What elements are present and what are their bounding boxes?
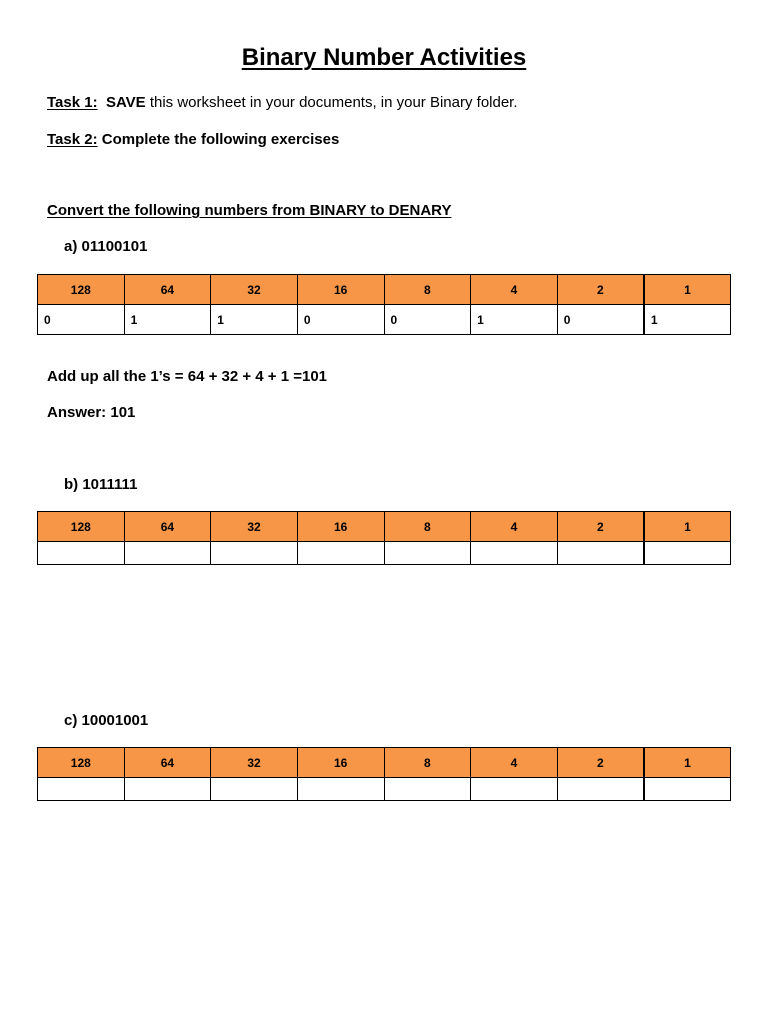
bit-cell: 1 bbox=[211, 305, 298, 335]
place-value-cell: 128 bbox=[38, 275, 125, 305]
place-value-cell: 1 bbox=[644, 748, 731, 778]
place-value-cell: 128 bbox=[38, 748, 125, 778]
bit-cell: 0 bbox=[38, 305, 125, 335]
place-value-cell: 64 bbox=[124, 275, 211, 305]
bit-cell[interactable] bbox=[471, 542, 558, 565]
place-value-cell: 32 bbox=[211, 512, 298, 542]
task2-text: Complete the following exercises bbox=[101, 131, 340, 148]
bit-cell[interactable] bbox=[124, 778, 211, 801]
bit-cell: 1 bbox=[471, 305, 558, 335]
place-value-cell: 16 bbox=[297, 512, 384, 542]
place-value-cell: 8 bbox=[384, 748, 471, 778]
place-value-cell: 2 bbox=[557, 275, 644, 305]
task1-line bbox=[47, 94, 518, 111]
bit-cell: 1 bbox=[124, 305, 211, 335]
exercise-c-label: c) 10001001 bbox=[64, 712, 149, 729]
place-value-cell: 8 bbox=[384, 512, 471, 542]
task2-line bbox=[47, 131, 339, 148]
bit-cell[interactable] bbox=[38, 778, 125, 801]
exercise-a-table bbox=[37, 274, 731, 335]
bit-cell[interactable] bbox=[557, 542, 644, 565]
place-value-cell: 4 bbox=[471, 275, 558, 305]
bit-cell: 1 bbox=[644, 305, 731, 335]
task1-bold-word: SAVE bbox=[105, 94, 146, 111]
task1-label: Task 1: bbox=[47, 94, 98, 111]
place-value-cell: 16 bbox=[297, 748, 384, 778]
bit-cell[interactable] bbox=[471, 778, 558, 801]
bit-cell[interactable] bbox=[557, 778, 644, 801]
place-value-cell: 64 bbox=[124, 512, 211, 542]
exercise-a-sum: Add up all the 1’s = 64 + 32 + 4 + 1 =101 bbox=[47, 368, 328, 385]
place-value-row bbox=[38, 512, 731, 542]
bit-row bbox=[38, 542, 731, 565]
bit-cell[interactable] bbox=[38, 542, 125, 565]
bit-row bbox=[38, 305, 731, 335]
place-value-cell: 32 bbox=[211, 275, 298, 305]
bit-cell[interactable] bbox=[124, 542, 211, 565]
place-value-cell: 128 bbox=[38, 512, 125, 542]
bit-cell[interactable] bbox=[211, 542, 298, 565]
bit-cell[interactable] bbox=[297, 542, 384, 565]
bit-cell: 0 bbox=[297, 305, 384, 335]
bit-cell[interactable] bbox=[211, 778, 298, 801]
place-value-cell: 2 bbox=[557, 748, 644, 778]
place-value-cell: 1 bbox=[644, 512, 731, 542]
bit-cell[interactable] bbox=[644, 542, 731, 565]
place-value-cell: 4 bbox=[471, 512, 558, 542]
place-value-cell: 2 bbox=[557, 512, 644, 542]
exercise-a-answer: Answer: 101 bbox=[47, 404, 136, 421]
bit-cell[interactable] bbox=[644, 778, 731, 801]
exercise-c-table bbox=[37, 747, 731, 801]
exercise-a-label: a) 01100101 bbox=[64, 238, 148, 255]
bit-cell[interactable] bbox=[384, 778, 471, 801]
bit-cell[interactable] bbox=[384, 542, 471, 565]
place-value-cell: 32 bbox=[211, 748, 298, 778]
section-heading: Convert the following numbers from BINARY to DENARY bbox=[47, 202, 452, 219]
task2-label: Task 2: bbox=[47, 131, 98, 148]
exercise-b-label: b) 1011111 bbox=[64, 476, 138, 493]
place-value-cell: 8 bbox=[384, 275, 471, 305]
place-value-cell: 16 bbox=[297, 275, 384, 305]
exercise-b-table bbox=[37, 511, 731, 565]
page-title: Binary Number Activities bbox=[241, 44, 527, 71]
place-value-cell: 1 bbox=[644, 275, 731, 305]
bit-cell[interactable] bbox=[297, 778, 384, 801]
place-value-row bbox=[38, 275, 731, 305]
place-value-cell: 4 bbox=[471, 748, 558, 778]
bit-cell: 0 bbox=[384, 305, 471, 335]
place-value-row bbox=[38, 748, 731, 778]
bit-row bbox=[38, 778, 731, 801]
place-value-cell: 64 bbox=[124, 748, 211, 778]
task1-text: this worksheet in your documents, in your Binary folder. bbox=[149, 94, 518, 111]
bit-cell: 0 bbox=[557, 305, 644, 335]
